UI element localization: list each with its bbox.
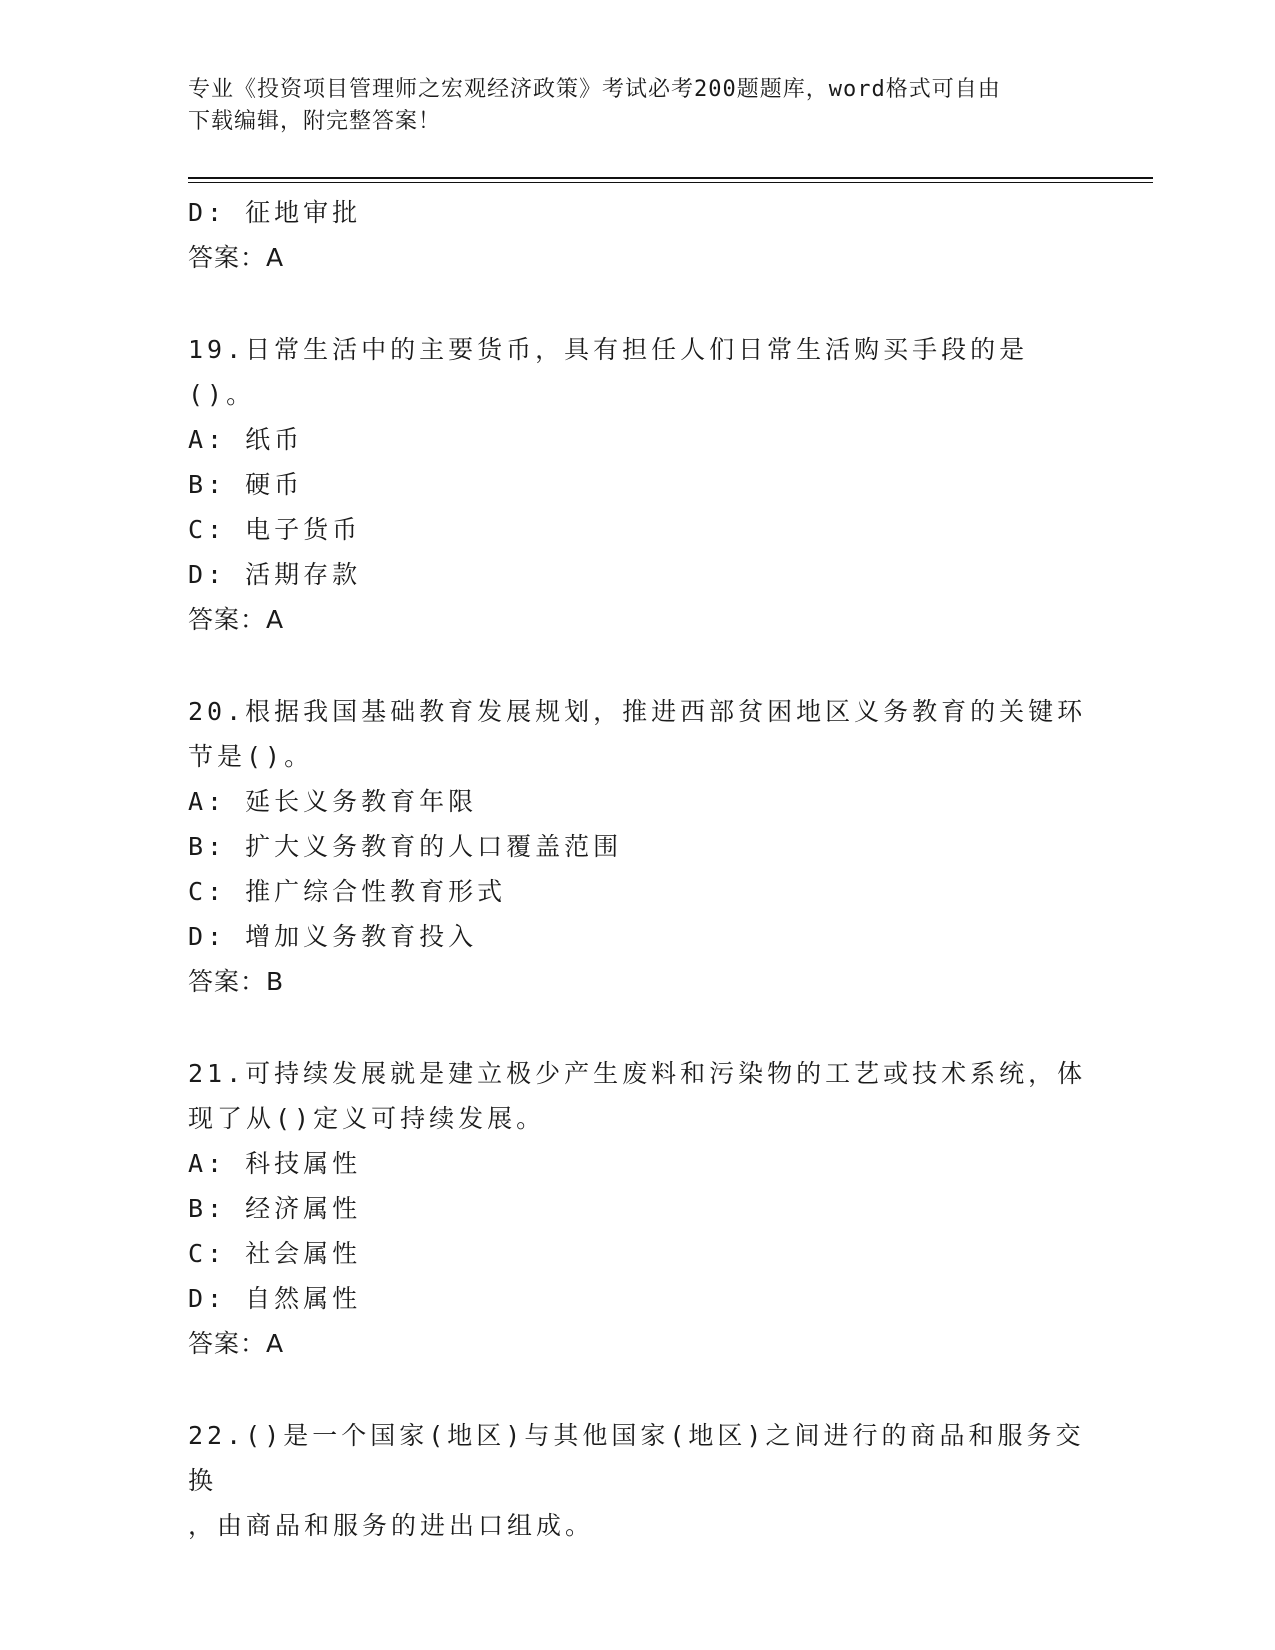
question-stem-cont: 现了从()定义可持续发展。 [188, 1104, 546, 1133]
answer: 答案：B [188, 967, 285, 996]
prev-option-d: D: 征地审批 [188, 198, 362, 227]
question-22 [188, 1413, 1088, 1548]
spacer [188, 1366, 1088, 1413]
option-a: A: 纸币 [188, 425, 304, 454]
spacer [188, 642, 1088, 689]
header-line-2: 下载编辑，附完整答案！ [188, 109, 442, 134]
question-20 [188, 689, 1088, 1004]
document-header [188, 74, 1088, 138]
option-b: B: 经济属性 [188, 1194, 362, 1223]
question-list [188, 190, 1088, 1548]
option-c: C: 推广综合性教育形式 [188, 877, 507, 906]
question-19 [188, 327, 1088, 642]
header-divider-thin [188, 182, 1153, 183]
option-b: B: 扩大义务教育的人口覆盖范围 [188, 832, 623, 861]
option-d: D: 自然属性 [188, 1284, 362, 1313]
question-stem: 21.可持续发展就是建立极少产生废料和污染物的工艺或技术系统，体 [188, 1059, 1087, 1088]
prev-answer: 答案：A [188, 243, 285, 272]
question-stem: 22.()是一个国家(地区)与其他国家(地区)之间进行的商品和服务交换 [188, 1421, 1085, 1495]
answer: 答案：A [188, 1329, 285, 1358]
option-a: A: 延长义务教育年限 [188, 787, 478, 816]
question-21 [188, 1051, 1088, 1366]
question-stem: 20.根据我国基础教育发展规划，推进西部贫困地区义务教育的关键环 [188, 697, 1087, 726]
question-stem-cont: 节是()。 [188, 742, 314, 771]
option-c: C: 社会属性 [188, 1239, 362, 1268]
question-stem-cont: ，由商品和服务的进出口组成。 [188, 1511, 595, 1540]
answer: 答案：A [188, 605, 285, 634]
option-d: D: 活期存款 [188, 560, 362, 589]
option-b: B: 硬币 [188, 470, 304, 499]
question-stem: 19.日常生活中的主要货币，具有担任人们日常生活购买手段的是()。 [188, 335, 1029, 409]
spacer [188, 1004, 1088, 1051]
header-line-1: 专业《投资项目管理师之宏观经济政策》考试必考200题题库，word格式可自由 [188, 77, 1001, 102]
option-c: C: 电子货币 [188, 515, 362, 544]
header-divider-thick [188, 177, 1153, 179]
spacer [188, 280, 1088, 327]
option-a: A: 科技属性 [188, 1149, 362, 1178]
option-d: D: 增加义务教育投入 [188, 922, 478, 951]
